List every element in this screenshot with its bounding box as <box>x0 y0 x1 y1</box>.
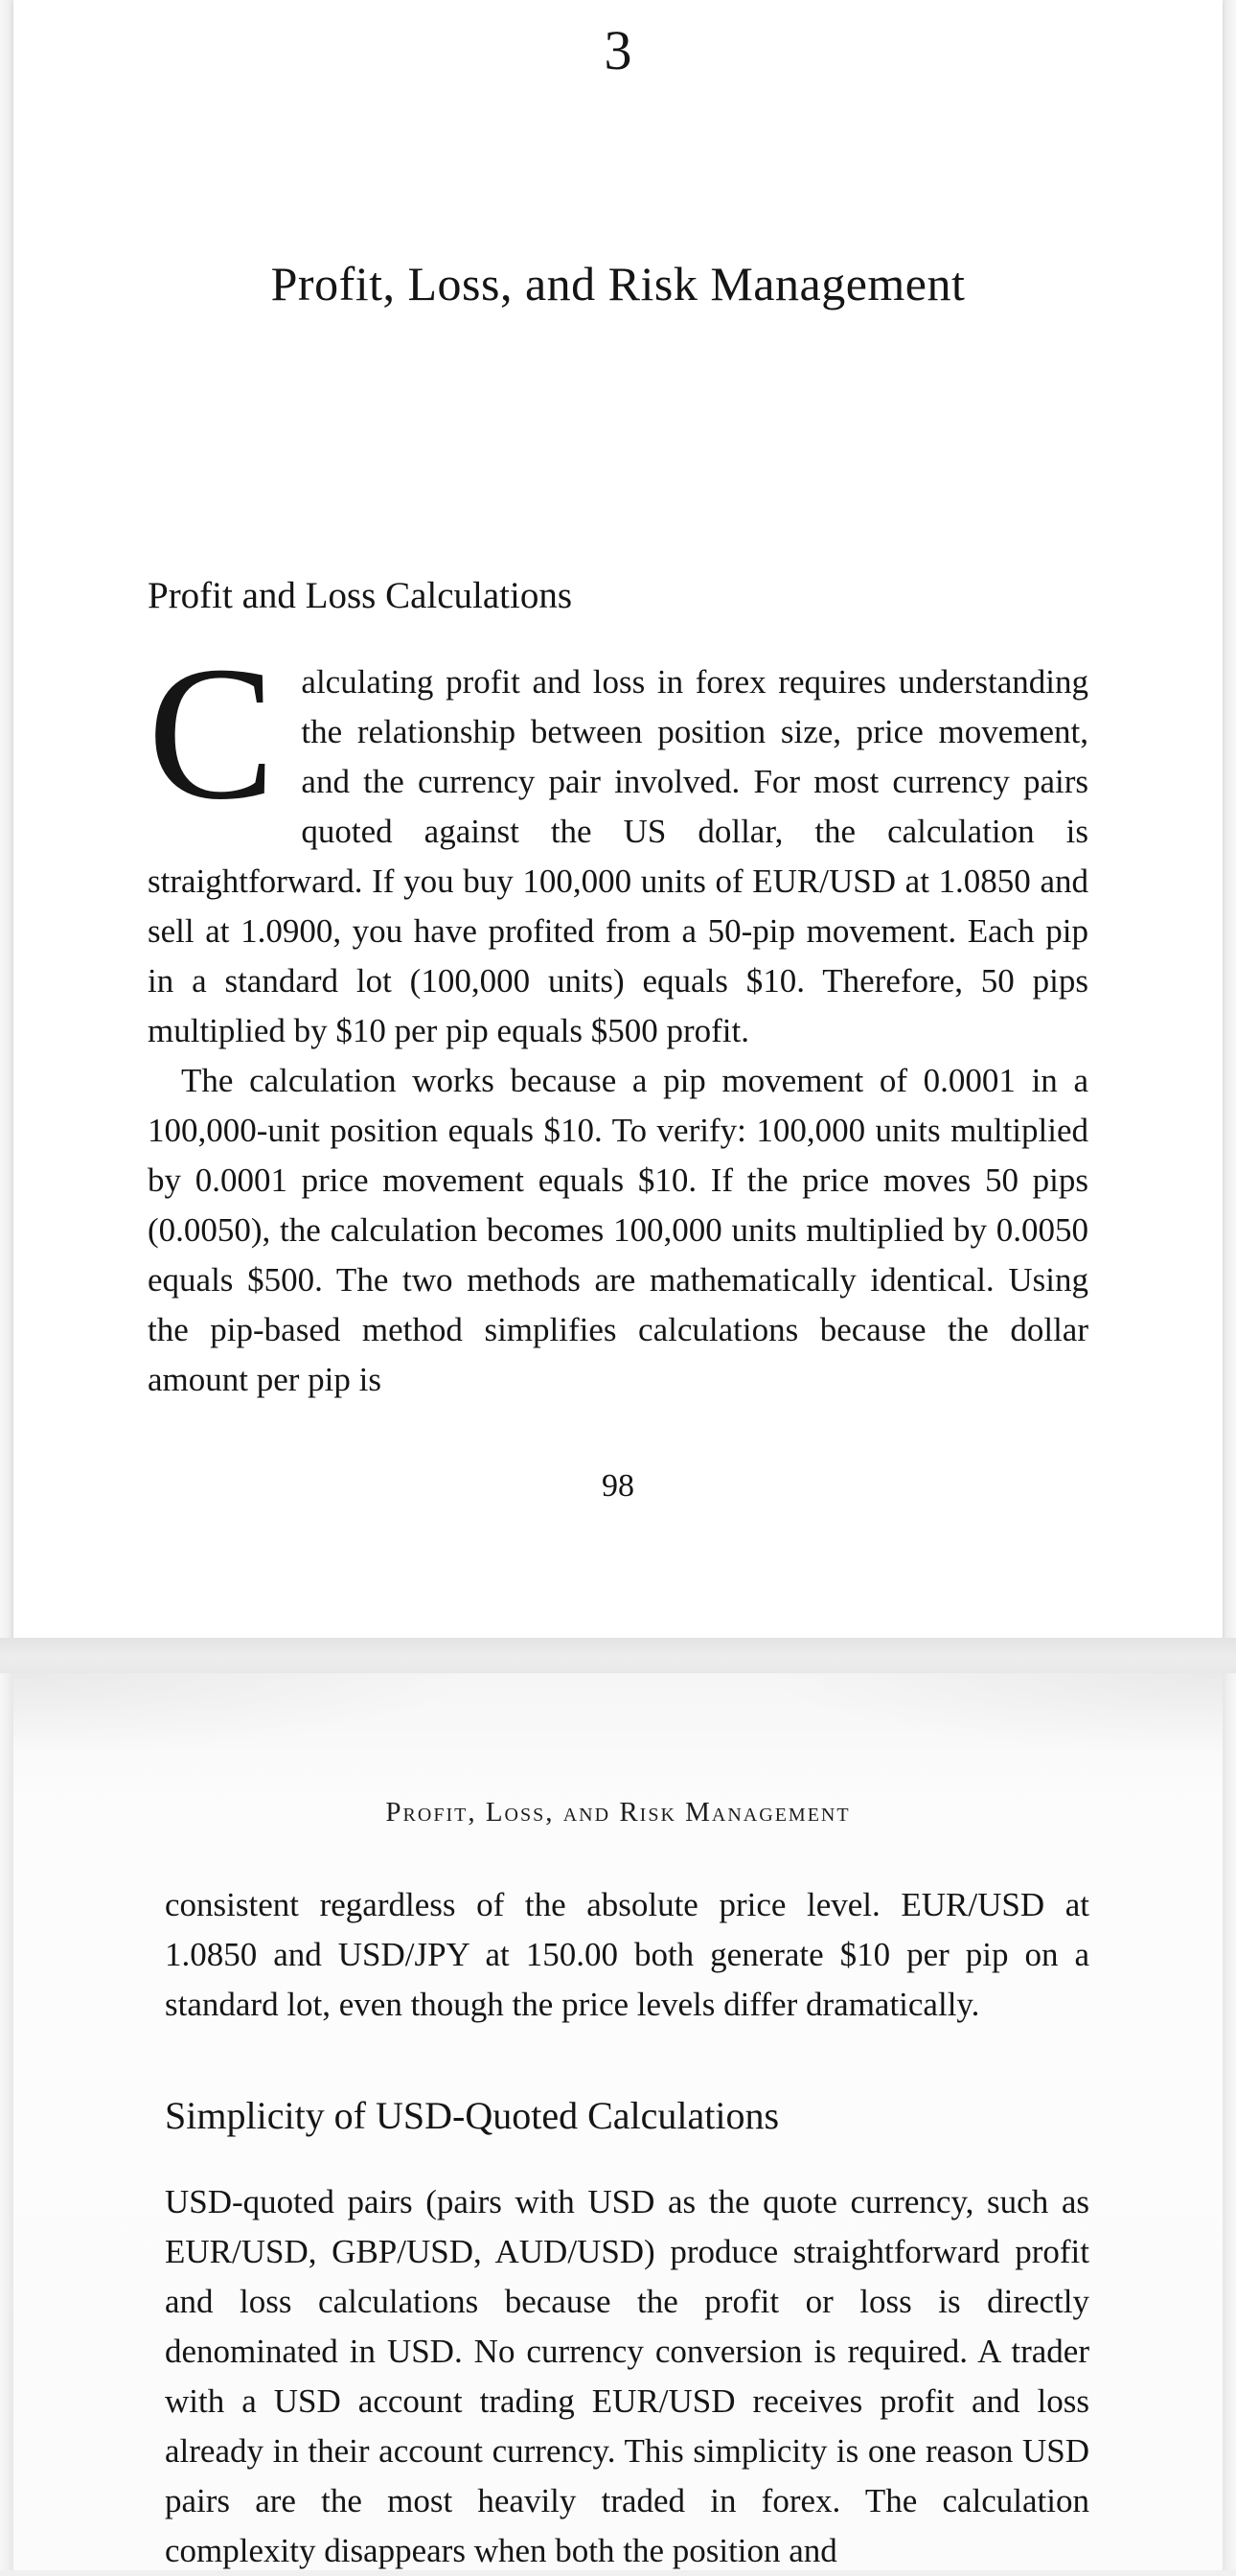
section-heading-simplicity: Simplicity of USD-Quoted Calculations <box>165 2094 780 2137</box>
usd-quoted-pairs-text: USD-quoted pairs (pairs with USD as the quote currency, such as EUR/USD, GBP/USD, AUD/USD) produce straightforward profit and loss calculations because the profit or loss is directly denominated in USD. No currency conversion is required. A trader with a USD account trading EUR/USD receives profit and loss already in their account currency. This simplicity is one reason USD pairs are the most heavily traded in forex. The calculation complexity disappears when both the position and <box>165 2183 1089 2569</box>
paragraph-with-dropcap <box>148 628 1088 1056</box>
book-page-99[interactable] <box>13 1673 1223 2570</box>
book-page-98[interactable] <box>13 0 1223 1638</box>
page-break-gap <box>0 1638 1236 1673</box>
paragraph-2-text: The calculation works because a pip movement of 0.0001 in a 100,000-unit position equals $10. To verify: 100,000 units multiplied by 0.0001 price movement equals $10. If the price moves 50 pips (0.0050), the calculation becomes 100,000 units multiplied by 0.0050 equals $500. The two methods are mathematically identical. Using the pip-based method simplifies calculations because the dollar amount per pip is <box>148 1062 1088 1398</box>
chapter-number: 3 <box>604 19 632 81</box>
left-margin-strip <box>0 0 13 2570</box>
page-99-paragraph-2-block <box>165 2177 1089 2576</box>
drop-cap: C <box>148 628 276 840</box>
paragraph-1-text: alculating profit and loss in forex requires understanding the relationship between position size, price movement, and the currency pair involved. For most currency pairs quoted against the US dollar, the calculation is straightforward. If you buy 100,000 units of EUR/USD at 1.0850 and sell at 1.0900, you have profited from a 50-pip movement. Each pip in a standard lot (100,000 units) equals $10. Therefore, 50 pips multiplied by $10 per pip equals $500 profit. <box>148 663 1088 1049</box>
page-number: 98 <box>602 1468 634 1504</box>
running-header: Profit, Loss, and Risk Management <box>385 1797 851 1828</box>
paragraph-continuation-text: consistent regardless of the absolute price level. EUR/USD at 1.0850 and USD/JPY at 150.00 both generate $10 per pip on a standard lot, even though the price levels differ dramatically. <box>165 1886 1089 2023</box>
chapter-title: Profit, Loss, and Risk Management <box>270 257 966 310</box>
page-98-body-text <box>148 628 1088 1405</box>
right-margin-strip <box>1223 0 1236 2570</box>
page-99-paragraph-1-block <box>165 1880 1089 2030</box>
section-heading-profit-and-loss: Profit and Loss Calculations <box>148 575 573 616</box>
